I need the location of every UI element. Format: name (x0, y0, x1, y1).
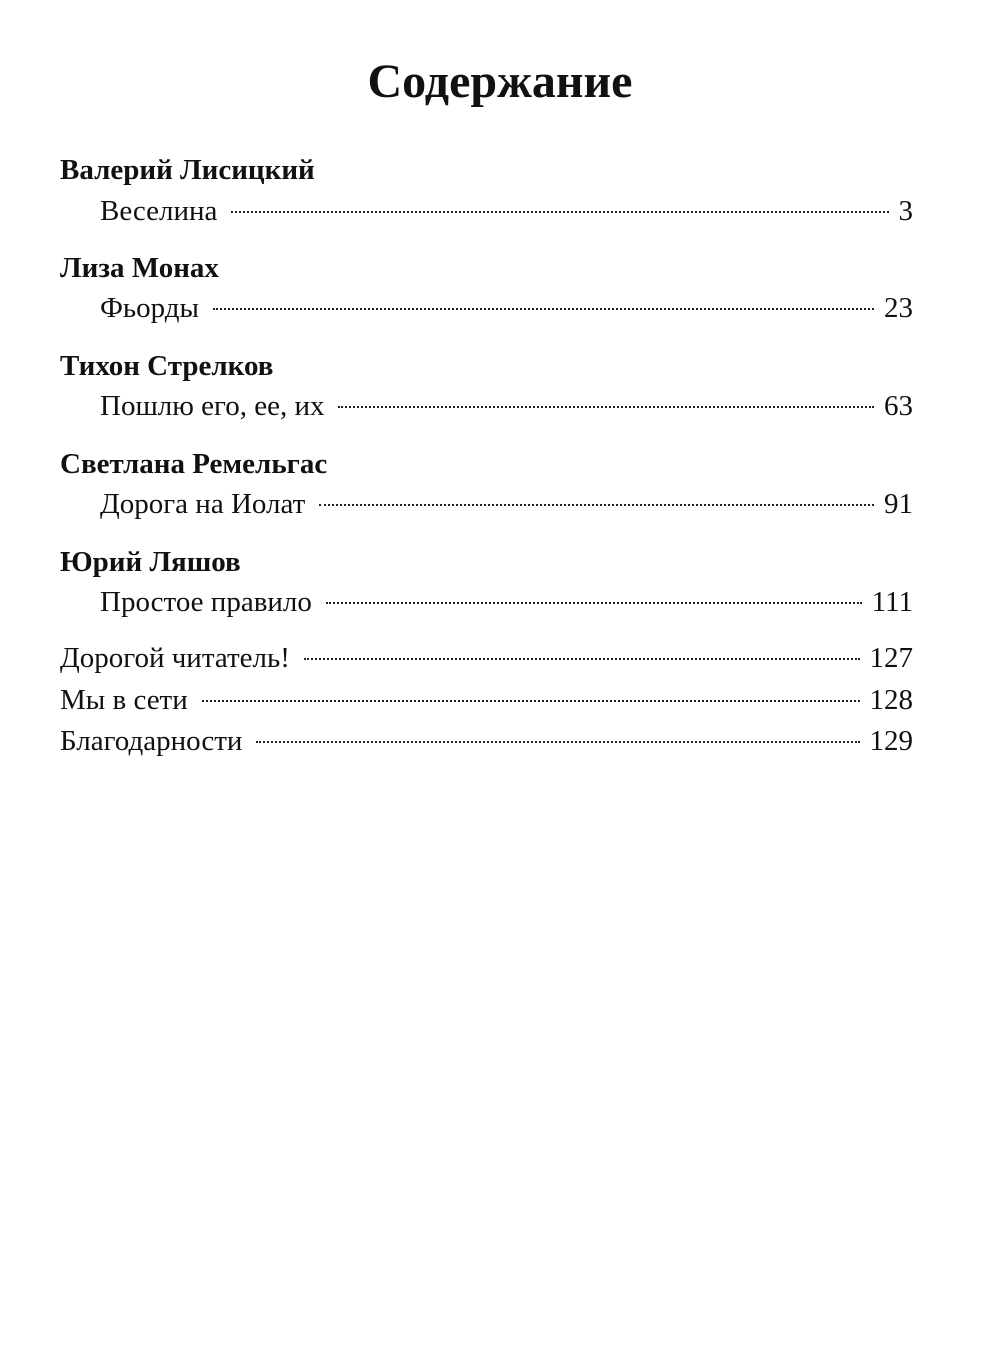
toc-page-number: 111 (871, 586, 913, 618)
dot-leader (304, 658, 860, 660)
dot-leader (256, 741, 859, 743)
toc-page-number: 23 (884, 292, 913, 324)
toc-entry-title: Дорога на Иолат (100, 488, 306, 520)
dot-leader (231, 211, 888, 213)
toc-entry-title: Веселина (100, 195, 218, 227)
toc-entry[interactable] (100, 290, 913, 326)
toc-page-number: 128 (869, 684, 913, 716)
toc-entry-title: Фьорды (100, 292, 199, 324)
toc-entry-title: Мы в сети (60, 684, 188, 716)
toc-entry[interactable] (100, 584, 913, 620)
dot-leader (213, 308, 874, 310)
toc-page-number: 3 (898, 195, 913, 227)
dot-leader (202, 700, 860, 702)
toc-entry-title: Благодарности (60, 725, 243, 757)
author-name: Светлана Ремельгас (60, 448, 328, 480)
author-name: Тихон Стрелков (60, 350, 274, 382)
author-name: Юрий Ляшов (60, 546, 241, 578)
toc-entry[interactable] (60, 640, 913, 676)
author-name: Лиза Монах (60, 252, 219, 284)
toc-entry-title: Простое правило (100, 586, 312, 618)
toc-entry-title: Дорогой читатель! (60, 642, 290, 674)
toc-entry[interactable] (60, 723, 913, 759)
dot-leader (338, 406, 874, 408)
toc-page-number: 63 (884, 390, 913, 422)
toc-entry[interactable] (100, 388, 913, 424)
toc-entry[interactable] (60, 682, 913, 718)
toc-page-number: 129 (869, 725, 913, 757)
toc-entry-title: Пошлю его, ее, их (100, 390, 325, 422)
author-name: Валерий Лисицкий (60, 154, 315, 186)
toc-page-number: 127 (869, 642, 913, 674)
dot-leader (326, 602, 862, 604)
dot-leader (319, 504, 874, 506)
page-title: Содержание (367, 55, 633, 108)
toc-page-number: 91 (884, 488, 913, 520)
toc-entry[interactable] (100, 486, 913, 522)
toc-entry[interactable] (100, 193, 913, 229)
